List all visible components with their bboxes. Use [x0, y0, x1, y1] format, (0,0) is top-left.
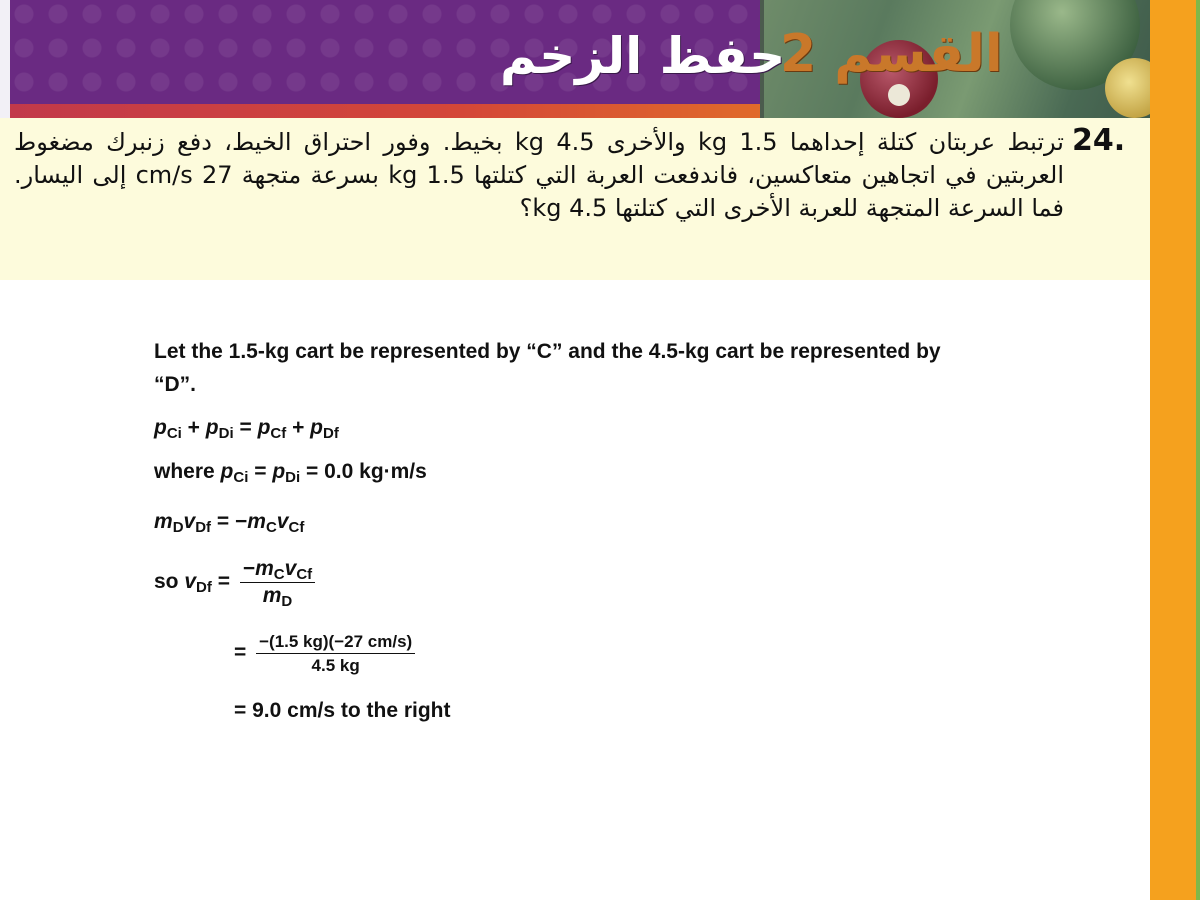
equation-momentum-conservation: [154, 413, 339, 443]
subscript-df: Df: [323, 425, 339, 442]
symbol-v: v: [284, 557, 297, 580]
symbol-p: p: [257, 416, 271, 439]
minus-sign: −: [242, 557, 256, 580]
subscript-d: D: [281, 593, 293, 610]
subscript-cf: Cf: [296, 566, 313, 583]
fraction: [256, 631, 415, 676]
symbol-m: m: [255, 557, 274, 580]
symbol-p: p: [272, 460, 286, 483]
subscript-cf: Cf: [288, 519, 305, 536]
symbol-p: p: [205, 416, 219, 439]
section-title: حفظ الزخم: [500, 27, 786, 85]
equation-result: [234, 696, 450, 726]
equals-sign: =: [254, 460, 267, 483]
banner-red-stripe: [10, 104, 762, 118]
fraction-denominator: [240, 583, 315, 608]
banner-left-strip: [0, 0, 10, 118]
symbol-v: v: [183, 510, 196, 533]
solution: [154, 335, 974, 722]
symbol-p: p: [154, 416, 167, 439]
final-answer: 9.0 cm/s to the right: [252, 699, 451, 722]
minus-sign: −: [235, 510, 248, 533]
fraction-numerator: [240, 557, 315, 583]
word-where: where: [154, 460, 215, 483]
fraction-numerator: −(1.5 kg)(−27 cm/s): [256, 631, 415, 654]
problem-number: 24.: [1072, 123, 1126, 158]
symbol-v: v: [184, 570, 197, 594]
subscript-d: D: [172, 519, 184, 536]
subscript-df: Df: [195, 519, 212, 536]
equals-sign: =: [234, 641, 247, 665]
equation-initial-momentum: [154, 457, 427, 487]
symbol-m: m: [247, 510, 266, 533]
header-banner: [0, 0, 1150, 118]
equals-sign: =: [234, 699, 247, 722]
equals-sign: =: [239, 416, 252, 439]
side-bar: [1150, 0, 1200, 900]
equation-momentum-balance: [154, 507, 304, 537]
billiard-ball-number-spot: [888, 84, 910, 106]
equals-sign: =: [217, 570, 230, 594]
plus-sign: +: [292, 416, 305, 439]
equation-solve-vdf: [154, 557, 319, 608]
fraction-denominator: 4.5 kg: [311, 656, 360, 675]
symbol-m: m: [262, 584, 282, 607]
subscript-c: C: [273, 566, 285, 583]
word-so: so: [154, 570, 179, 594]
equation-substitution: [234, 631, 419, 676]
problem-text: ترتبط عربتان كتلة إحداهما 1.5 kg والأخرى 4.5 kg بخيط. وفور احتراق الخيط، دفع زنبرك مضغوط العربتين في اتجاهين متعاكسين، فاندفعت العربة التي كتلتها 1.5 kg بسرعة متجهة 27 cm/s إلى اليسار. فما السرعة المتجهة للعربة الأخرى التي كتلتها 4.5 kg؟: [14, 128, 1064, 222]
equals-sign: =: [216, 510, 230, 533]
subscript-di: Di: [218, 425, 234, 442]
subscript-c: C: [265, 519, 277, 536]
solution-intro: Let the 1.5-kg cart be represented by “C” and the 4.5-kg cart be represented by “D”.: [154, 340, 941, 396]
section-label: القسم 2: [780, 24, 1003, 84]
symbol-m: m: [154, 510, 173, 533]
subscript-ci: Ci: [233, 469, 249, 486]
symbol-v: v: [276, 510, 289, 533]
symbol-p: p: [310, 416, 323, 439]
fraction: [240, 557, 315, 608]
symbol-p: p: [220, 460, 234, 483]
initial-momentum-value: 0.0 kg·m/s: [324, 460, 427, 483]
subscript-ci: Ci: [166, 425, 182, 442]
equals-sign: =: [306, 460, 319, 483]
subscript-cf: Cf: [270, 425, 287, 442]
subscript-di: Di: [285, 469, 301, 486]
subscript-df: Df: [196, 579, 212, 597]
plus-sign: +: [187, 416, 200, 439]
